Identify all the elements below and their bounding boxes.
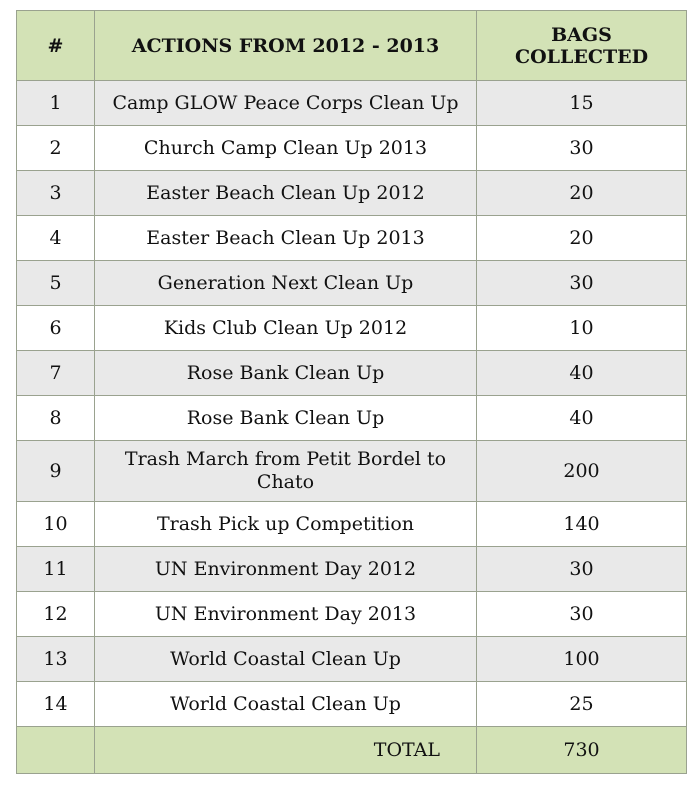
row-bags: 40: [477, 396, 687, 441]
row-action: Generation Next Clean Up: [95, 261, 477, 306]
total-label-cell: [95, 727, 477, 774]
row-bags: 20: [477, 171, 687, 216]
table-row: [17, 682, 687, 727]
row-bags: 100: [477, 637, 687, 682]
row-action: World Coastal Clean Up: [95, 637, 477, 682]
row-bags: 30: [477, 126, 687, 171]
row-bags: 15: [477, 81, 687, 126]
total-label: TOTAL: [373, 739, 440, 761]
total-value: 730: [477, 727, 687, 774]
total-row: [17, 727, 687, 774]
table-row: [17, 441, 687, 502]
row-action: Church Camp Clean Up 2013: [95, 126, 477, 171]
row-number: 3: [17, 171, 95, 216]
row-number: 4: [17, 216, 95, 261]
header-bags-collected: [477, 11, 687, 81]
bags-collected-table: [16, 10, 687, 774]
row-number: 12: [17, 592, 95, 637]
table-row: [17, 126, 687, 171]
row-action: Trash Pick up Competition: [95, 502, 477, 547]
table-row: [17, 351, 687, 396]
row-number: 7: [17, 351, 95, 396]
table-row: [17, 81, 687, 126]
row-number: 2: [17, 126, 95, 171]
row-bags: 200: [477, 441, 687, 502]
table-row: [17, 306, 687, 351]
row-bags: 10: [477, 306, 687, 351]
row-action: World Coastal Clean Up: [95, 682, 477, 727]
table-row: [17, 261, 687, 306]
row-bags: 30: [477, 547, 687, 592]
row-action: Easter Beach Clean Up 2012: [95, 171, 477, 216]
row-action: UN Environment Day 2013: [95, 592, 477, 637]
row-number: 1: [17, 81, 95, 126]
row-action: Trash March from Petit Bordel to Chato: [95, 441, 477, 502]
table-row: [17, 171, 687, 216]
row-number: 10: [17, 502, 95, 547]
row-number: 6: [17, 306, 95, 351]
row-bags: 30: [477, 261, 687, 306]
table-row: [17, 547, 687, 592]
header-actions: ACTIONS FROM 2012 - 2013: [95, 11, 477, 81]
row-action: Rose Bank Clean Up: [95, 396, 477, 441]
row-bags: 140: [477, 502, 687, 547]
row-number: 14: [17, 682, 95, 727]
table-body: [17, 81, 687, 727]
row-action: Rose Bank Clean Up: [95, 351, 477, 396]
row-number: 9: [17, 441, 95, 502]
row-bags: 30: [477, 592, 687, 637]
row-bags: 25: [477, 682, 687, 727]
row-action: Kids Club Clean Up 2012: [95, 306, 477, 351]
table-row: [17, 592, 687, 637]
header-number: #: [17, 11, 95, 81]
row-bags: 40: [477, 351, 687, 396]
row-number: 13: [17, 637, 95, 682]
table-row: [17, 502, 687, 547]
row-bags: 20: [477, 216, 687, 261]
header-bags-line2: COLLECTED: [514, 45, 649, 68]
row-action: Camp GLOW Peace Corps Clean Up: [95, 81, 477, 126]
header-bags-line1: BAGS: [551, 23, 612, 46]
header-row: [17, 11, 687, 81]
table-row: [17, 216, 687, 261]
total-number-cell: [17, 727, 95, 774]
table-row: [17, 396, 687, 441]
row-number: 11: [17, 547, 95, 592]
row-action: UN Environment Day 2012: [95, 547, 477, 592]
table-row: [17, 637, 687, 682]
row-action: Easter Beach Clean Up 2013: [95, 216, 477, 261]
row-number: 8: [17, 396, 95, 441]
row-number: 5: [17, 261, 95, 306]
